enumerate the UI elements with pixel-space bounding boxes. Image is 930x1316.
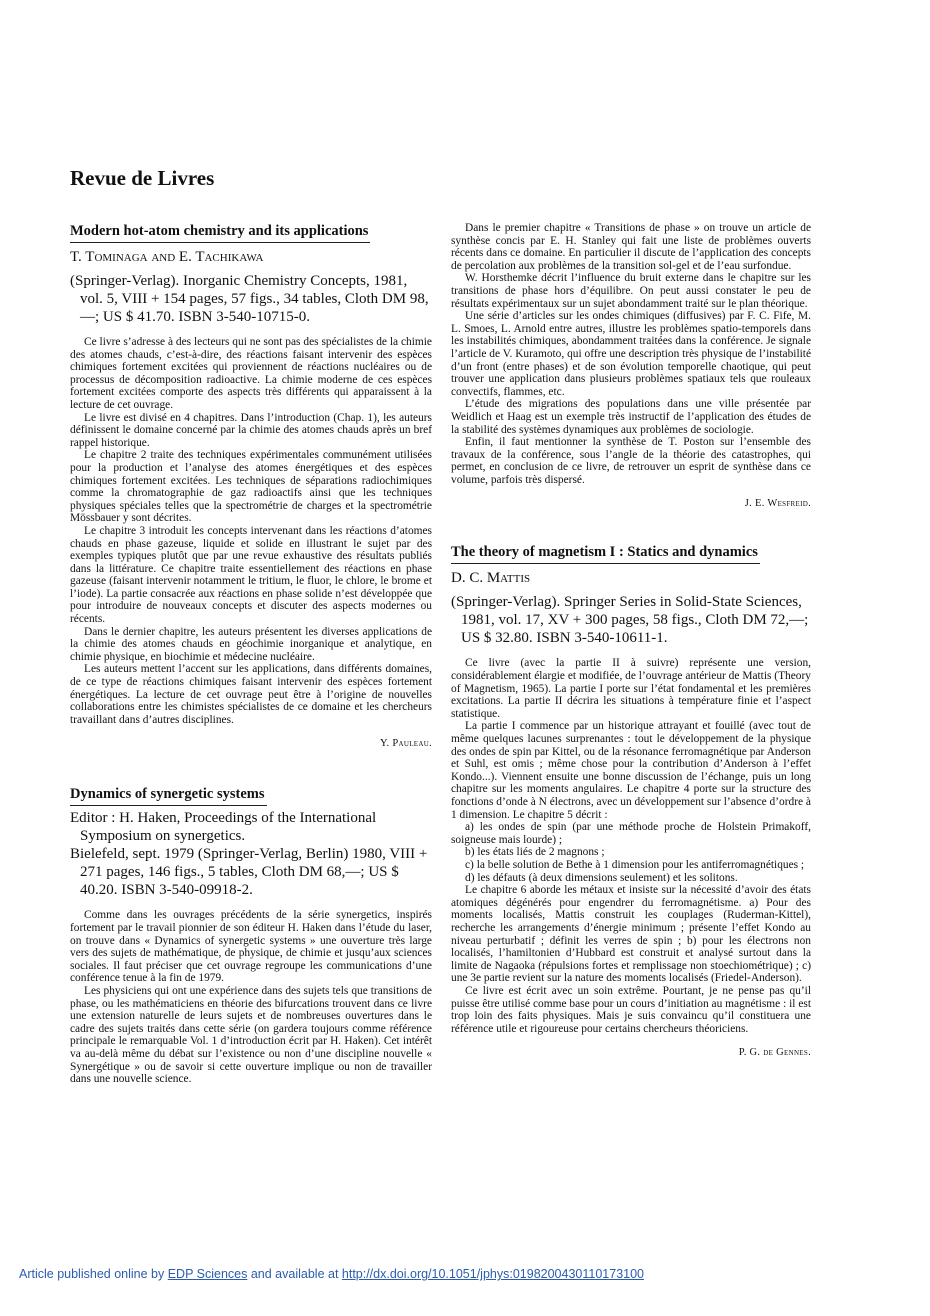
paragraph: Les auteurs mettent l’accent sur les applications, dans différents domaines, de ce type de réactions chimiques faisant intervenir des espèces fortement énergétiques. La lecture de cet ouvrage peut être à l’origine de nouvelles collaborations entre les chimistes spécialistes de ce domaine et les chercheurs travaillant dans d’autres disciplines. — [70, 663, 432, 726]
doi-link[interactable]: http://dx.doi.org/10.1051/jphys:0198200430110173100 — [341, 1267, 644, 1281]
review-signature: J. E. Wesfreid. — [744, 498, 811, 510]
page-title: Revue de Livres — [70, 166, 215, 190]
paragraph: Le chapitre 3 introduit les concepts intervenant dans les réactions d’atomes chauds en phase gazeuse, liquide et solide en illustrant le sujet par des exemples typiques plutôt que par une revue exhaustive des résultats publiés dans la littérature. Ce chapitre traite essentiellement des réactions en phase gazeuse (faisant intervenir notamment le tritium, le fluor, le chlore, le brome et l’iode). La partie consacrée aux réactions en phase solide n’est développée que pour introduire de nouveaux concepts et discuter des aspects modernes ou récents. — [70, 524, 432, 626]
paragraph: Enfin, il faut mentionner la synthèse de T. Poston sur l’ensemble des travaux de la conférence, sous l’angle de la théorie des catastrophes, qui permet, en conclusion de ce livre, de retrouver un esprit de synthèse dans ce volume, parfois très dispersé. — [451, 436, 811, 486]
paragraph: Ce livre s’adresse à des lecteurs qui ne sont pas des spécialistes de la chimie des atomes chauds, c’est-à-dire, des réactions faisant intervenir des espèces chimiques fortement excitées qui proviennent de réactions nucléaires ou de processus de décomposition radioactive. La chimie moderne de ces espèces fortement excitées comporte des aspects très différents qui apparaissent à la lecture de cet ouvrage. — [70, 336, 432, 411]
paragraph: Le chapitre 2 traite des techniques expérimentales communément utilisées pour la production et l’analyse des atomes énergétiques et des espèces chimiques fortement excitées. Les techniques de séparations radiochimiques comme la chromatographie de gaz radioactifs ainsi que les techniques physiques spéciales telles que la spectrométrie de charges et la spectrométrie Mössbauer y sont décrites. — [70, 449, 432, 525]
footer-middle: and available at — [247, 1267, 342, 1281]
paragraph: Une série d’articles sur les ondes chimiques (diffusives) par F. C. Fife, M. L. Smoes, L. Arnold entre autres, illustre les problèmes spatio-temporels dans les instabilités chimiques, abondamment traitées dans la conférence. Je signale l’article de V. Kuramoto, qui offre une description très physique de l’instabilité d’un front (entre phases) et de son évolution temporelle chaotique, qui peut trouver une application dans plusieurs problèmes spatiaux tels que rouleaux convectifs, flammes, etc. — [451, 310, 811, 398]
review-theory-of-magnetism — [451, 543, 811, 1058]
review-signature: Y. Pauleau. — [379, 738, 432, 750]
list-item: b) les états liés de 2 magnons ; — [465, 846, 605, 859]
review-title: The theory of magnetism I : Statics and dynamics — [451, 544, 760, 564]
review-signature: P. G. de Gennes. — [738, 1047, 811, 1059]
paragraph: Les physiciens qui ont une expérience dans des sujets tels que transitions de phase, ou les mathématiciens en théorie des bifurcations trouvent dans ce livre une extension naturelle de leurs sujets et de nombreuses ouvertures dans le cadre des sujets traités dans cette série (on gardera toujours comme référence principale le remarquable Vol. 1 d’introduction écrit par H. Haken). Cet intérêt va au-delà même du débat sur l’existence ou non d’une discipline nouvelle « Synergétique » ou de savoir si cette ouverture implique ou non de travailler dans une nouvelle science. — [70, 984, 432, 1086]
review-hot-atom-chemistry — [70, 222, 432, 749]
review-synergetic-systems — [70, 785, 432, 1085]
publication-footer — [19, 1267, 644, 1281]
paragraph: Dans le premier chapitre « Transitions de phase » on trouve un article de synthèse concis par E. H. Stanley qui fait une liste de problèmes ouverts récents dans ce domaine. En particulier il discute de l’application des concepts de percolation aux problèmes de la transition sol-gel et de l’eau surfondue. — [451, 222, 811, 272]
paragraph: Ce livre (avec la partie II à suivre) représente une version, considérablement élargie et modifiée, de l’ouvrage antérieur de Mattis (Theory of Magnetism, 1965). La partie I porte sur l’état fondamental et les premières excitations. La partie II décrira les situations à température finie et l’aspect statistique. — [451, 657, 811, 720]
paragraph: La partie I commence par un historique attrayant et fouillé (avec tout de même quelques lacunes surprenantes : tout le développement de la physique des ondes de spin par Kittel, ou de la résonance ferromagnétique par Anderson et Suhl, est omis ; même chose pour la contribution d’Anderson à l’effet Kondo...). Viennent ensuite une bonne discussion de l’échange, puis un long chapitre sur les moments angulaires. Le chapitre 4 porte sur la structure des fonctions d’onde à N électrons, avec un développement sur l’absence d’ordre à 1 dimension. Le chapitre 5 décrit : — [451, 720, 811, 821]
paragraph: Le chapitre 6 aborde les métaux et insiste sur la nécessité d’avoir des états atomiques dégénérés pour engendrer du ferromagnétisme. a) Pour des moments localisés, Mattis construit les couplages (Ruderman-Kittel), recherche les arrangements d’énergie minimum ; présente l’effet Kondo au niveau perturbatif ; définit les verres de spin ; b) pour les électrons non localisés, l’hamiltonien d’Hubbard est construit et analysé surtout dans la limite de Nagaoka (répulsions fortes et remplissage non stoechiométrique) ; c) une 3e partie revient sur la nature des moments localisés (Friedel-Anderson). — [451, 884, 811, 985]
list-item: a) les ondes de spin (par une méthode proche de Holstein Primakoff, soigneuse mais lourde) ; — [451, 821, 811, 846]
review-synergetic-systems-continued — [451, 222, 811, 509]
review-publication: (Springer-Verlag). Inorganic Chemistry Concepts, 1981, vol. 5, VIII + 154 pages, 57 figs., 34 tables, Cloth DM 98,—; US $ 41.70. ISBN 3-540-10715-0. — [70, 273, 429, 325]
review-editor: Editor : H. Haken, Proceedings of the International Symposium on synergetics. — [70, 810, 377, 845]
paragraph: W. Horsthemke décrit l’influence du bruit externe dans le chapitre sur les transitions de phase hors d’équilibre. On peut aussi constater le peu de résultats expérimentaux sur un sujet abondamment traité sur le plan théorique. — [451, 272, 811, 310]
review-title: Modern hot-atom chemistry and its applications — [70, 223, 370, 243]
review-authors: T. Tominaga and E. Tachikawa — [70, 249, 264, 265]
list-item: d) les défauts (à deux dimensions seulement) et les solitons. — [465, 871, 738, 884]
paragraph: L’étude des migrations des populations dans une ville présentée par Weidlich et Haag est un exemple très instructif de l’application des études de la stabilité des systèmes dynamiques aux problèmes de sociologie. — [451, 398, 811, 436]
right-column — [451, 222, 811, 1078]
edp-sciences-link[interactable]: EDP Sciences — [167, 1267, 248, 1281]
left-column — [70, 222, 432, 1106]
paragraph: Dans le dernier chapitre, les auteurs présentent les diverses applications de la chimie des atomes chauds en géochimie inorganique et analytique, en chimie physique, en biochimie et médecine nucléaire. — [70, 625, 432, 663]
review-publication: (Springer-Verlag). Springer Series in Solid-State Sciences, 1981, vol. 17, XV + 300 pages, 58 figs., Cloth DM 72,—; US $ 32.80. ISBN 3-540-10611-1. — [451, 594, 809, 647]
paragraph: Comme dans les ouvrages précédents de la série synergetics, inspirés fortement par le travail pionnier de son éditeur H. Haken dans l’étude du laser, on trouve dans « Dynamics of synergetic systems » une ouverture très large vers des sujets de mathématique, de physique, de chimie et jusqu’aux sciences sociales. Il faut préciser que cet ouvrage regroupe les communications d’une conférence tenue à la fin de 1979. — [70, 909, 432, 985]
footer-prefix: Article published online by — [19, 1267, 168, 1281]
list-item: c) la belle solution de Bethe à 1 dimension pour les antiferromagnétiques ; — [465, 858, 805, 871]
paragraph: Ce livre est écrit avec un soin extrême. Pourtant, je ne pense pas qu’il puisse être utilisé comme base pour un cours d’initiation au magnétisme : il est trop loin des faits physiques. Mais je suis convaincu qu’il constituera une référence utile et rigoureuse pour certains chercheurs théoriciens. — [451, 984, 811, 1035]
review-authors: D. C. Mattis — [451, 570, 531, 587]
review-publication: Bielefeld, sept. 1979 (Springer-Verlag, Berlin) 1980, VIII + 271 pages, 146 figs., 5 tables, Cloth DM 68,—; US $ 40.20. ISBN 3-540-09918-2. — [70, 846, 428, 899]
review-title: Dynamics of synergetic systems — [70, 786, 267, 806]
paragraph: Le livre est divisé en 4 chapitres. Dans l’introduction (Chap. 1), les auteurs définissent le domaine concerné par la chimie des atomes chauds après un bref rappel historique. — [70, 411, 432, 449]
